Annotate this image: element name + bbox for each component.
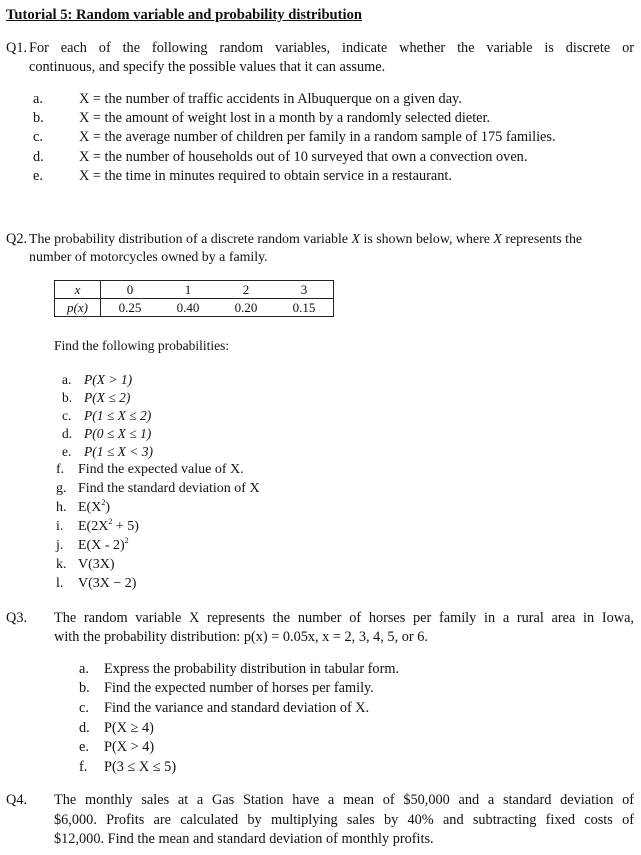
item-text: X = the time in minutes required to obtain service in a restaurant. [79, 168, 452, 184]
expr-part: E(X [78, 500, 102, 515]
expr-part: E(X - 2) [78, 538, 125, 553]
p-value: 0.15 [275, 299, 334, 317]
header-p: p(x) [55, 299, 101, 317]
item-text: Find the expected number of horses per family. [104, 680, 374, 696]
item-text: P(0 ≤ X ≤ 1) [84, 426, 152, 441]
q3-line1: The random variable X represents the number of horses per family in a rural area in Iowa, [54, 610, 634, 626]
p-value: 0.40 [159, 299, 217, 317]
q1-line1: For each of the following random variables, indicate whether the variable is discrete or [29, 40, 634, 56]
item-label: f. [56, 462, 65, 477]
item-text: Find the variance and standard deviation of X. [104, 700, 370, 716]
x-value: 0 [101, 281, 160, 299]
item-text: P(X > 1) [84, 372, 133, 387]
item-label: b. [33, 110, 44, 126]
item-text: V(3X) [78, 557, 115, 572]
item-label: b. [62, 390, 73, 405]
q3-number: Q3. [6, 610, 28, 626]
p-value: 0.25 [101, 299, 160, 317]
q2-line2: number of motorcycles owned by a family. [29, 250, 268, 265]
item-text: Express the probability distribution in tabular form. [104, 661, 400, 677]
exponent: 2 [124, 536, 129, 545]
item-text [78, 498, 110, 517]
header-x: x [55, 281, 101, 299]
q2-instruction: Find the following probabilities: [54, 338, 230, 353]
item-label: k. [56, 557, 67, 572]
expr-part: E(2X [78, 519, 109, 534]
expr-part: ) [105, 500, 110, 515]
q4-number: Q4. [6, 792, 28, 808]
item-label: c. [79, 700, 89, 716]
exponent: 2 [101, 498, 106, 507]
q2-line1-part: is shown below, where [359, 232, 494, 247]
item-text: X = the average number of children per family in a random sample of 175 families. [79, 129, 556, 145]
item-text: X = the number of traffic accidents in Albuquerque on a given day. [79, 91, 462, 107]
item-text: P(3 ≤ X ≤ 5) [104, 759, 177, 775]
item-text: Find the expected value of X. [78, 462, 244, 477]
item-label: f. [79, 759, 88, 775]
item-text: P(X ≤ 2) [84, 390, 131, 405]
page-title: Tutorial 5: Random variable and probability distribution [6, 7, 362, 23]
q2-line1 [29, 230, 634, 249]
item-label: a. [79, 661, 89, 677]
q4-line1: The monthly sales at a Gas Station have a mean of $50,000 and a standard deviation of [54, 792, 634, 808]
item-label: e. [62, 444, 72, 459]
q2-line1-part: represents the [501, 232, 583, 247]
table-row [55, 281, 334, 299]
item-text: X = the amount of weight lost in a month by a randomly selected dieter. [79, 110, 491, 126]
probability-distribution-table [54, 280, 334, 317]
variable-x: X [493, 232, 502, 247]
q4-line3: $12,000. Find the mean and standard deviation of monthly profits. [54, 831, 434, 847]
q2-number: Q2. [6, 231, 28, 247]
x-value: 2 [217, 281, 275, 299]
item-text: P(1 ≤ X < 3) [84, 444, 154, 459]
q1-line2: continuous, and specify the possible values that it can assume. [29, 59, 386, 75]
q2-line1-part: The probability distribution of a discrete random variable [29, 232, 352, 247]
item-text: X = the number of households out of 10 surveyed that own a convection oven. [79, 149, 528, 165]
item-text: P(1 ≤ X ≤ 2) [84, 408, 152, 423]
q3-line2: with the probability distribution: p(x) = 0.05x, x = 2, 3, 4, 5, or 6. [54, 629, 428, 645]
item-label: j. [56, 538, 64, 553]
item-label: c. [62, 408, 72, 423]
item-text: V(3X − 2) [78, 576, 137, 591]
item-label: c. [33, 129, 43, 145]
variable-x: X [351, 232, 360, 247]
q1-number: Q1. [6, 40, 28, 56]
item-label: d. [33, 149, 44, 165]
item-text [78, 536, 129, 555]
item-label: a. [62, 372, 72, 387]
expr-part: + 5) [112, 519, 139, 534]
item-text: P(X ≥ 4) [104, 720, 154, 736]
item-label: b. [79, 680, 90, 696]
item-label: d. [79, 720, 90, 736]
item-label: i. [56, 519, 64, 534]
item-label: g. [56, 481, 67, 496]
item-label: d. [62, 426, 73, 441]
x-value: 3 [275, 281, 334, 299]
item-label: e. [79, 739, 89, 755]
item-label: h. [56, 500, 67, 515]
item-text: Find the standard deviation of X [78, 481, 260, 496]
item-label: a. [33, 91, 43, 107]
item-label: l. [56, 576, 64, 591]
item-text: P(X > 4) [104, 739, 155, 755]
item-text [78, 517, 139, 536]
exponent: 2 [108, 517, 113, 526]
item-label: e. [33, 168, 43, 184]
p-value: 0.20 [217, 299, 275, 317]
x-value: 1 [159, 281, 217, 299]
table-row [55, 299, 334, 317]
q4-line2: $6,000. Profits are calculated by multiplying sales by 40% and subtracting fixed costs of [54, 812, 634, 828]
